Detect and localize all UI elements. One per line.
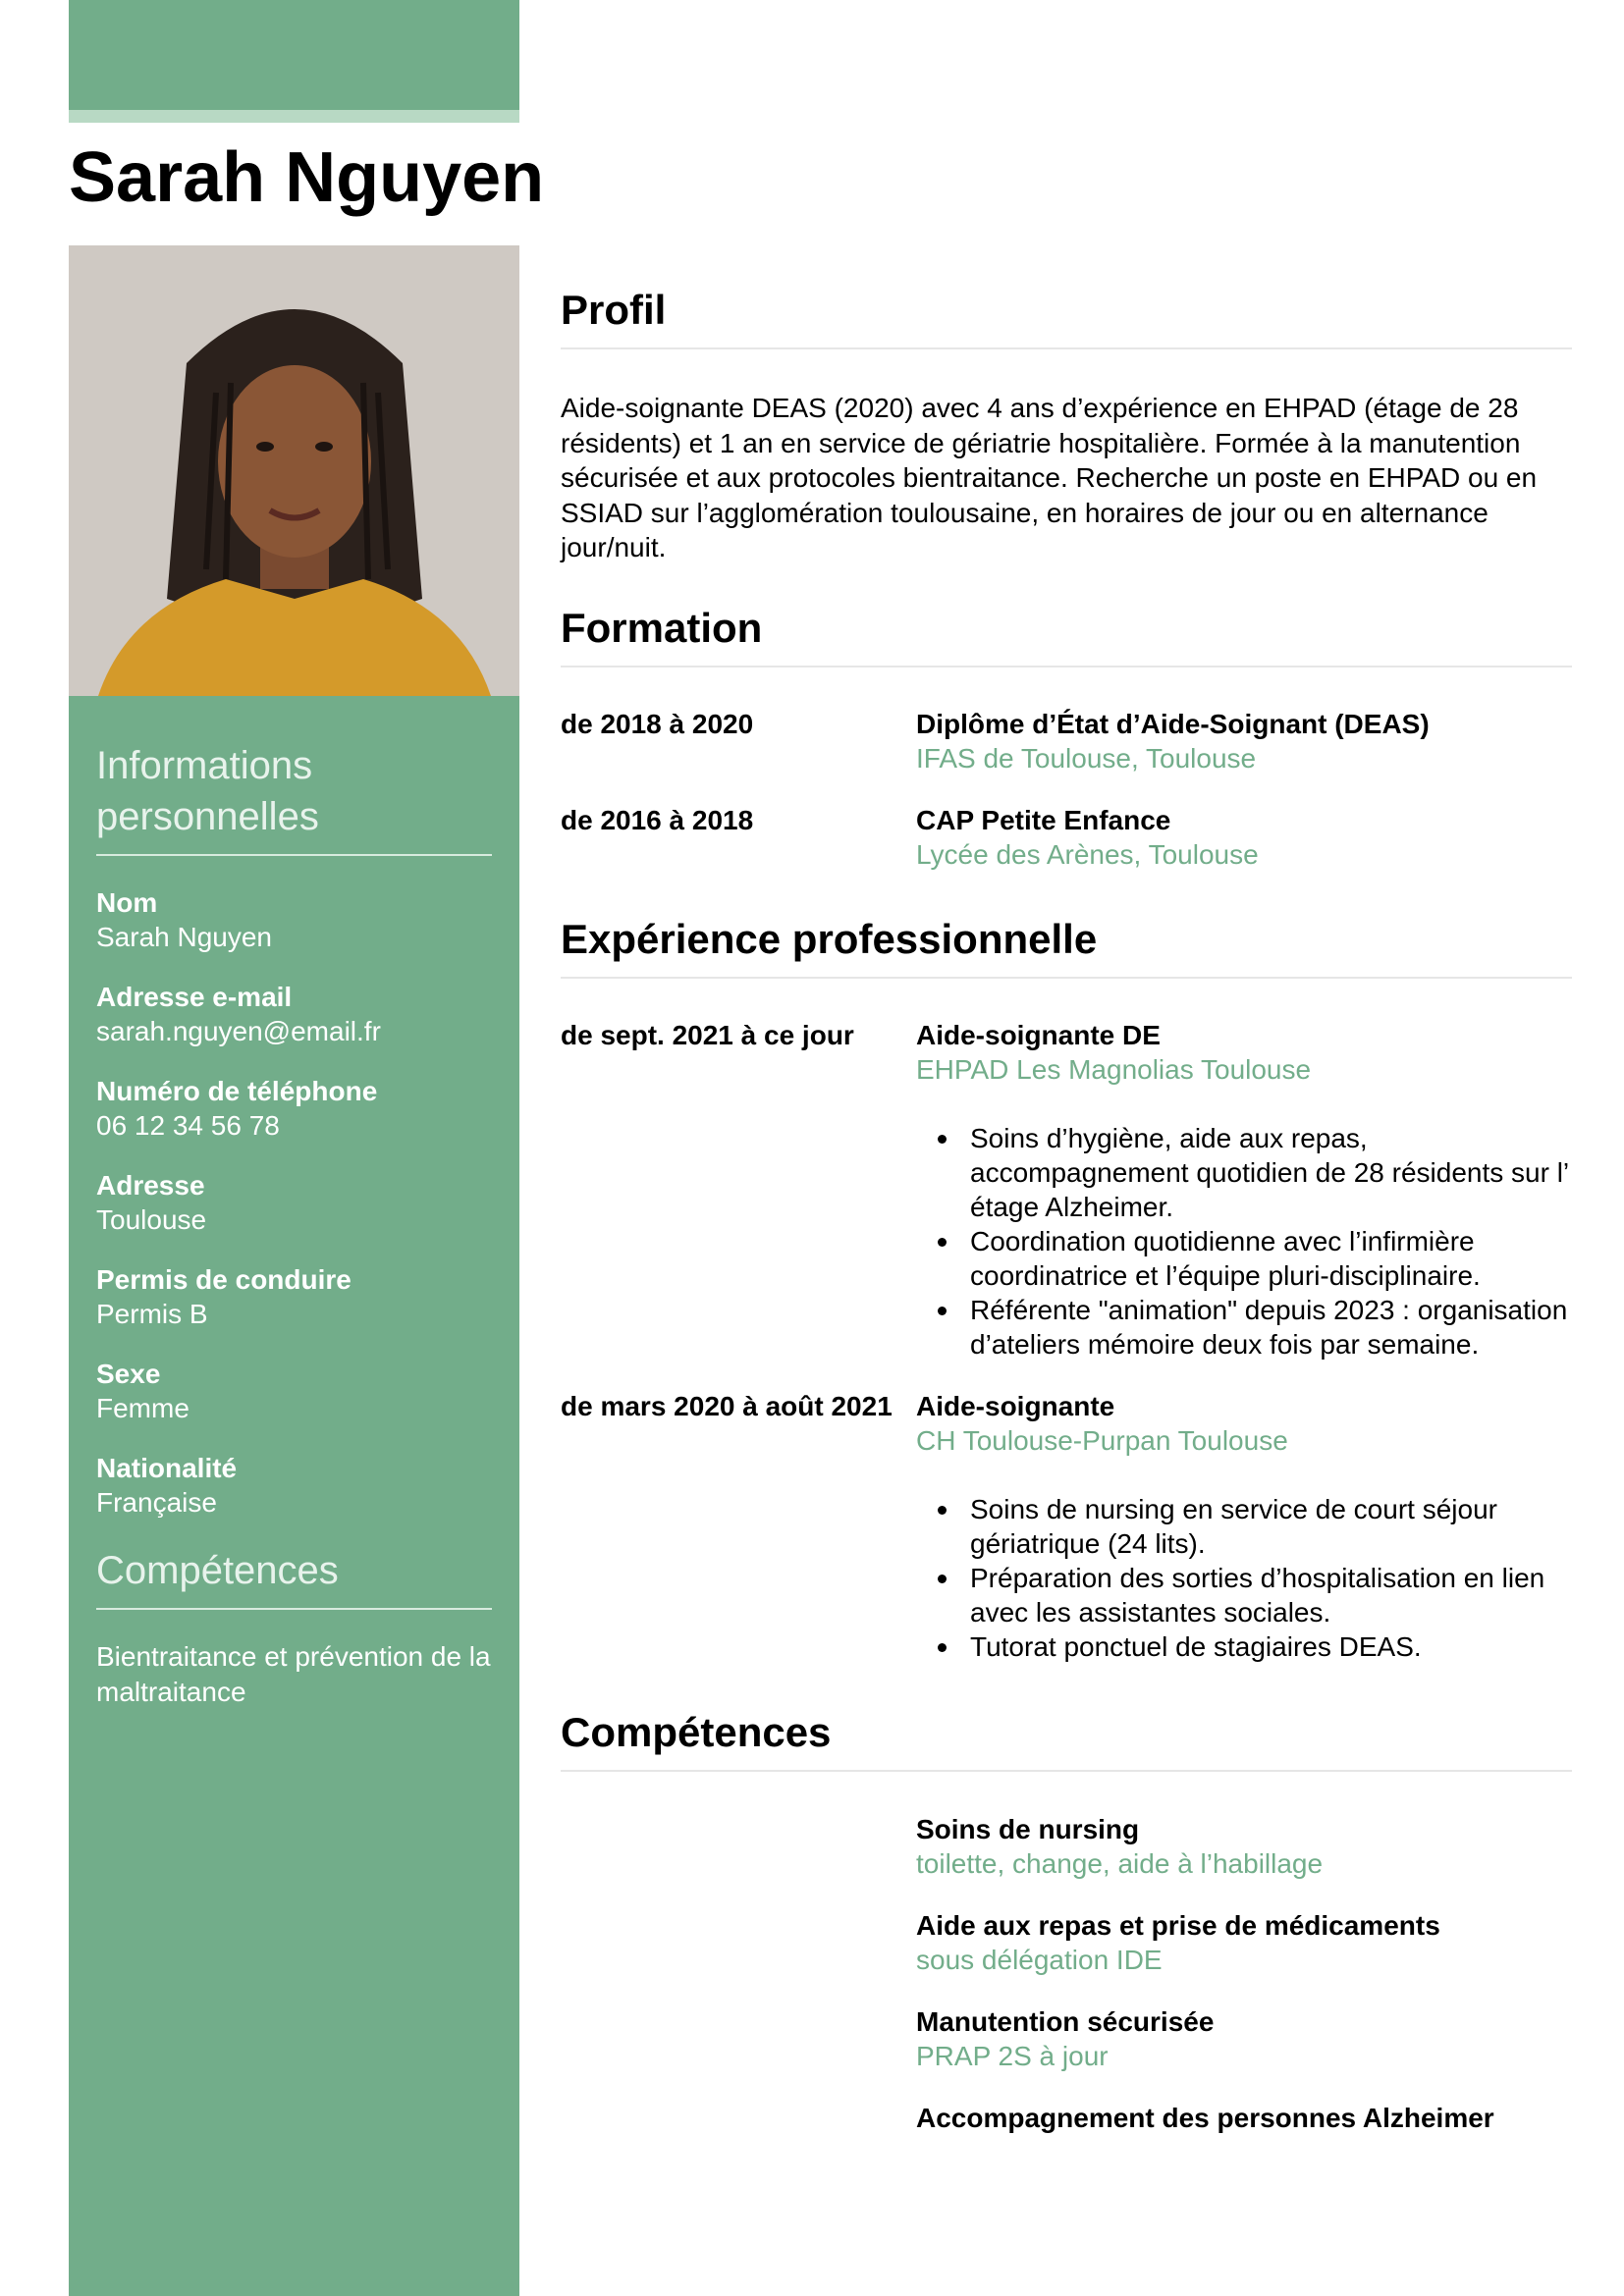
profile-summary: Aide-soignante DEAS (2020) avec 4 ans d’expérience en EHPAD (étage de 28 résidents) et 1 an en service de gériatrie hospitalière. Formée à la manutention sécurisée et aux protocoles bientraitance. Recherche un poste en EHPAD ou en SSIAD sur l’agglomération toulousaine, en horaires de jour ou en alternance jour/nuit. xyxy=(561,393,1538,562)
info-label: Adresse xyxy=(96,1170,205,1201)
entry-date: de sept. 2021 à ce jour xyxy=(561,1020,854,1050)
divider xyxy=(561,977,1572,979)
list-item: Coordination quotidienne avec l’infirmière coordinatrice et l’équipe pluri-disciplinaire. xyxy=(916,1224,1572,1293)
info-value: Sarah Nguyen xyxy=(96,922,273,952)
info-phone xyxy=(96,1074,492,1143)
entry-place: Lycée des Arènes, Toulouse xyxy=(916,839,1259,870)
task-list xyxy=(916,1492,1572,1664)
info-value: Femme xyxy=(96,1393,189,1423)
sidebar-top-stripe xyxy=(69,110,519,123)
info-license xyxy=(96,1262,492,1331)
task-list xyxy=(916,1121,1572,1362)
entry-title: Aide-soignante DE xyxy=(916,1020,1161,1050)
experience-heading: Expérience professionnelle xyxy=(561,916,1098,962)
skill-title: Accompagnement des personnes Alzheimer xyxy=(916,2103,1494,2133)
email-link[interactable]: sarah.nguyen@email.fr xyxy=(96,1016,381,1046)
sidebar-skills-heading: Compétences xyxy=(96,1549,339,1592)
sidebar xyxy=(69,696,519,2296)
candidate-name: Sarah Nguyen xyxy=(69,138,545,217)
entry-place: CH Toulouse-Purpan Toulouse xyxy=(916,1425,1288,1456)
list-item: Préparation des sorties d’hospitalisation en lien avec les assistantes sociales. xyxy=(916,1561,1572,1629)
info-label: Permis de conduire xyxy=(96,1264,352,1295)
skill-title: Manutention sécurisée xyxy=(916,2006,1215,2037)
info-email xyxy=(96,980,492,1048)
info-value: 06 12 34 56 78 xyxy=(96,1110,280,1141)
info-name xyxy=(96,885,492,954)
info-label: Sexe xyxy=(96,1359,161,1389)
info-label: Nom xyxy=(96,887,158,918)
sidebar-top-band xyxy=(69,0,519,110)
divider xyxy=(561,1770,1572,1772)
skills-heading: Compétences xyxy=(561,1709,832,1755)
info-value: Toulouse xyxy=(96,1204,207,1235)
skill-detail: toilette, change, aide à l’habillage xyxy=(916,1848,1324,1879)
info-nationality xyxy=(96,1451,492,1520)
skill-detail: PRAP 2S à jour xyxy=(916,2041,1109,2071)
profile-heading: Profil xyxy=(561,287,667,333)
skill-title: Aide aux repas et prise de médicaments xyxy=(916,1910,1440,1941)
personal-info-heading: Informations personnelles xyxy=(96,744,319,838)
entry-place: IFAS de Toulouse, Toulouse xyxy=(916,743,1257,774)
entry-date: de mars 2020 à août 2021 xyxy=(561,1391,893,1421)
entry-place: EHPAD Les Magnolias Toulouse xyxy=(916,1054,1312,1085)
info-value: Permis B xyxy=(96,1299,208,1329)
divider xyxy=(561,347,1572,349)
info-label: Adresse e-mail xyxy=(96,982,293,1012)
divider xyxy=(561,666,1572,667)
info-gender xyxy=(96,1357,492,1425)
skill-title: Soins de nursing xyxy=(916,1814,1140,1844)
info-label: Nationalité xyxy=(96,1453,238,1483)
entry-date: de 2018 à 2020 xyxy=(561,709,754,739)
education-heading: Formation xyxy=(561,605,763,651)
profile-photo xyxy=(69,245,519,696)
divider xyxy=(96,854,492,856)
info-label: Numéro de téléphone xyxy=(96,1076,378,1106)
list-item: Soins de nursing en service de court séjour gériatrique (24 lits). xyxy=(916,1492,1572,1561)
sidebar-skill-item: Bientraitance et prévention de la maltraitance xyxy=(96,1641,491,1707)
info-address xyxy=(96,1168,492,1237)
list-item: Tutorat ponctuel de stagiaires DEAS. xyxy=(916,1629,1572,1664)
entry-date: de 2016 à 2018 xyxy=(561,805,754,835)
list-item: Référente "animation" depuis 2023 : organisation d’ateliers mémoire deux fois par semaine. xyxy=(916,1293,1572,1362)
divider xyxy=(96,1608,492,1610)
info-value: Française xyxy=(96,1487,217,1518)
entry-title: CAP Petite Enfance xyxy=(916,805,1171,835)
skill-detail: sous délégation IDE xyxy=(916,1945,1163,1975)
entry-title: Aide-soignante xyxy=(916,1391,1115,1421)
list-item: Soins d’hygiène, aide aux repas, accompagnement quotidien de 28 résidents sur l’ étage Alzheimer. xyxy=(916,1121,1572,1224)
entry-title: Diplôme d’État d’Aide-Soignant (DEAS) xyxy=(916,709,1430,739)
